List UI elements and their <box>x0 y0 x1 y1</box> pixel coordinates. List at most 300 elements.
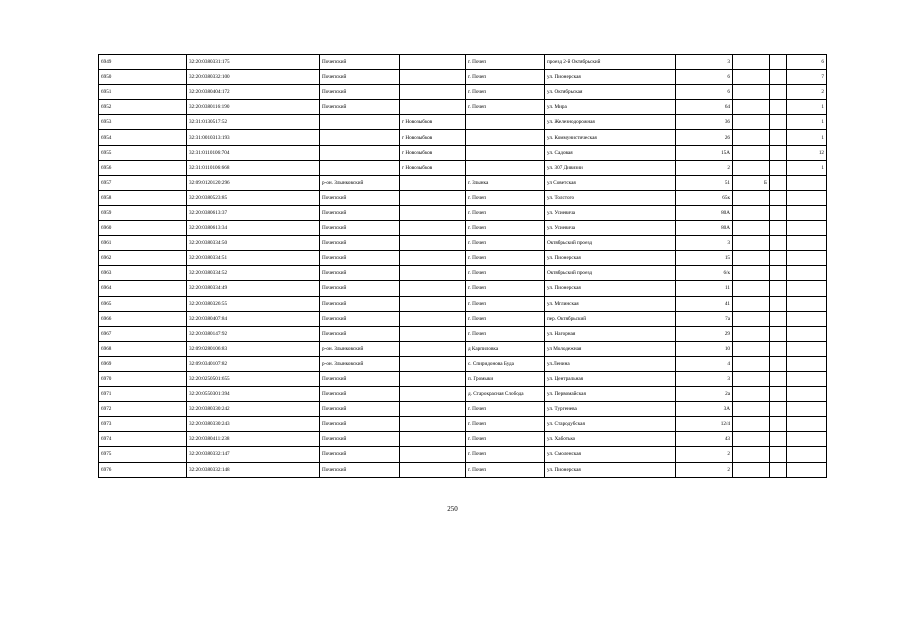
table-row <box>99 55 827 70</box>
row-number-cell: 6953 <box>99 115 187 130</box>
settlement-cell <box>466 130 545 145</box>
street-cell: ул Советская <box>545 175 676 190</box>
row-number-cell: 6961 <box>99 236 187 251</box>
cadastral-number-cell: 32:31:0130517:52 <box>187 115 320 130</box>
house-number-cell: 64 <box>676 100 733 115</box>
settlement-cell: г. Злынка <box>466 175 545 190</box>
table-row <box>99 251 827 266</box>
address-registry-table <box>98 54 827 478</box>
locality-cell <box>400 371 466 386</box>
street-cell: ул. Центральная <box>545 371 676 386</box>
table-row <box>99 417 827 432</box>
building-cell <box>733 85 770 100</box>
table-row <box>99 311 827 326</box>
unit-cell <box>770 160 787 175</box>
table-row <box>99 356 827 371</box>
unit-cell <box>770 100 787 115</box>
row-number-cell: 6962 <box>99 251 187 266</box>
building-cell <box>733 130 770 145</box>
building-cell <box>733 371 770 386</box>
street-cell: пер. Октябрьский <box>545 311 676 326</box>
building-cell <box>733 402 770 417</box>
settlement-cell: г. Почеп <box>466 402 545 417</box>
building-cell <box>733 281 770 296</box>
street-cell: ул. Пионерская <box>545 281 676 296</box>
unit-cell <box>770 70 787 85</box>
locality-cell <box>400 447 466 462</box>
settlement-cell: г. Почеп <box>466 251 545 266</box>
settlement-cell: г. Почеп <box>466 221 545 236</box>
apartment-cell: 1 <box>787 130 827 145</box>
page-number: 250 <box>447 505 458 513</box>
settlement-cell: г. Почеп <box>466 296 545 311</box>
unit-cell <box>770 356 787 371</box>
district-cell: Почепский <box>320 55 400 70</box>
cadastral-number-cell: 32:20:0550301:394 <box>187 387 320 402</box>
district-cell: Почепский <box>320 100 400 115</box>
row-number-cell: 6956 <box>99 160 187 175</box>
settlement-cell: г. Почеп <box>466 55 545 70</box>
apartment-cell <box>787 281 827 296</box>
apartment-cell <box>787 387 827 402</box>
row-number-cell: 6959 <box>99 205 187 220</box>
table-row <box>99 100 827 115</box>
district-cell: Почепский <box>320 266 400 281</box>
cadastral-number-cell: 32:20:0380332:100 <box>187 70 320 85</box>
apartment-cell <box>787 447 827 462</box>
unit-cell <box>770 462 787 477</box>
locality-cell <box>400 356 466 371</box>
apartment-cell <box>787 326 827 341</box>
settlement-cell: г. Почеп <box>466 205 545 220</box>
cadastral-number-cell: 32:20:0380407:84 <box>187 311 320 326</box>
locality-cell <box>400 417 466 432</box>
unit-cell <box>770 115 787 130</box>
district-cell <box>320 115 400 130</box>
house-number-cell: 3А <box>676 402 733 417</box>
house-number-cell: 11 <box>676 281 733 296</box>
apartment-cell <box>787 205 827 220</box>
locality-cell <box>400 190 466 205</box>
unit-cell <box>770 205 787 220</box>
district-cell: Почепский <box>320 190 400 205</box>
unit-cell <box>770 311 787 326</box>
cadastral-number-cell: 32:31:0010313:193 <box>187 130 320 145</box>
settlement-cell: г. Почеп <box>466 281 545 296</box>
locality-cell <box>400 85 466 100</box>
building-cell <box>733 100 770 115</box>
settlement-cell: г. Почеп <box>466 462 545 477</box>
street-cell: ул. Хаботько <box>545 432 676 447</box>
street-cell: ул. Пионерская <box>545 70 676 85</box>
row-number-cell: 6966 <box>99 311 187 326</box>
settlement-cell: п. Громыки <box>466 371 545 386</box>
row-number-cell: 6965 <box>99 296 187 311</box>
locality-cell <box>400 281 466 296</box>
building-cell <box>733 462 770 477</box>
settlement-cell: г. Почеп <box>466 447 545 462</box>
table-row <box>99 205 827 220</box>
building-cell <box>733 296 770 311</box>
cadastral-number-cell: 32:20:0380613:37 <box>187 205 320 220</box>
cadastral-number-cell: 32:20:0380613:34 <box>187 221 320 236</box>
apartment-cell <box>787 417 827 432</box>
table-row <box>99 326 827 341</box>
table-row <box>99 190 827 205</box>
cadastral-number-cell: 32:09:0280106:83 <box>187 341 320 356</box>
table-row <box>99 70 827 85</box>
row-number-cell: 6955 <box>99 145 187 160</box>
table-row <box>99 341 827 356</box>
row-number-cell: 6974 <box>99 432 187 447</box>
street-cell: ул. Мглинская <box>545 296 676 311</box>
row-number-cell: 6958 <box>99 190 187 205</box>
building-cell: Б <box>733 175 770 190</box>
cadastral-number-cell: 32:20:0380326:55 <box>187 296 320 311</box>
house-number-cell: 2 <box>676 462 733 477</box>
row-number-cell: 6971 <box>99 387 187 402</box>
row-number-cell: 6952 <box>99 100 187 115</box>
unit-cell <box>770 145 787 160</box>
locality-cell <box>400 326 466 341</box>
unit-cell <box>770 417 787 432</box>
street-cell: ул. Толстого <box>545 190 676 205</box>
unit-cell <box>770 251 787 266</box>
street-cell: ул. Нагорная <box>545 326 676 341</box>
unit-cell <box>770 371 787 386</box>
street-cell: ул. Мира <box>545 100 676 115</box>
unit-cell <box>770 175 787 190</box>
table-row <box>99 236 827 251</box>
settlement-cell: г. Почеп <box>466 236 545 251</box>
unit-cell <box>770 402 787 417</box>
street-cell: ул. 307 Дивизии <box>545 160 676 175</box>
row-number-cell: 6967 <box>99 326 187 341</box>
locality-cell <box>400 311 466 326</box>
settlement-cell <box>466 160 545 175</box>
street-cell: ул. Садовая <box>545 145 676 160</box>
house-number-cell: 41 <box>676 296 733 311</box>
apartment-cell <box>787 175 827 190</box>
street-cell: ул. Первомайская <box>545 387 676 402</box>
house-number-cell: 15А <box>676 145 733 160</box>
settlement-cell: г. Почеп <box>466 311 545 326</box>
apartment-cell <box>787 221 827 236</box>
unit-cell <box>770 266 787 281</box>
building-cell <box>733 266 770 281</box>
table-row <box>99 130 827 145</box>
settlement-cell: г. Почеп <box>466 85 545 100</box>
cadastral-number-cell: 32:31:0110106:668 <box>187 160 320 175</box>
building-cell <box>733 356 770 371</box>
district-cell <box>320 160 400 175</box>
house-number-cell: 26 <box>676 130 733 145</box>
street-cell: ул. Тургенева <box>545 402 676 417</box>
house-number-cell: 12/4 <box>676 417 733 432</box>
building-cell <box>733 70 770 85</box>
district-cell: Почепский <box>320 85 400 100</box>
cadastral-number-cell: 32:20:0380331:175 <box>187 55 320 70</box>
district-cell: Почепский <box>320 447 400 462</box>
district-cell: Почепский <box>320 281 400 296</box>
district-cell: р-он. Злынковский <box>320 341 400 356</box>
cadastral-number-cell: 32:20:0380334:52 <box>187 266 320 281</box>
table-row <box>99 85 827 100</box>
unit-cell <box>770 85 787 100</box>
apartment-cell <box>787 251 827 266</box>
street-cell: ул Молодежная <box>545 341 676 356</box>
settlement-cell: г. Почеп <box>466 432 545 447</box>
row-number-cell: 6963 <box>99 266 187 281</box>
settlement-cell: с. Спиридонова Буда <box>466 356 545 371</box>
row-number-cell: 6960 <box>99 221 187 236</box>
row-number-cell: 6964 <box>99 281 187 296</box>
unit-cell <box>770 130 787 145</box>
cadastral-number-cell: 32:09:0340107:82 <box>187 356 320 371</box>
table-row <box>99 160 827 175</box>
unit-cell <box>770 55 787 70</box>
building-cell <box>733 55 770 70</box>
settlement-cell: г. Почеп <box>466 266 545 281</box>
unit-cell <box>770 296 787 311</box>
table-row <box>99 447 827 462</box>
district-cell: Почепский <box>320 417 400 432</box>
building-cell <box>733 236 770 251</box>
district-cell: Почепский <box>320 311 400 326</box>
street-cell: ул. Смоленская <box>545 447 676 462</box>
locality-cell <box>400 70 466 85</box>
apartment-cell <box>787 266 827 281</box>
cadastral-number-cell: 32:20:0380116:190 <box>187 100 320 115</box>
building-cell <box>733 341 770 356</box>
settlement-cell: г. Почеп <box>466 190 545 205</box>
building-cell <box>733 205 770 220</box>
house-number-cell: 36 <box>676 115 733 130</box>
building-cell <box>733 387 770 402</box>
cadastral-number-cell: 32:31:0110106:704 <box>187 145 320 160</box>
cadastral-number-cell: 32:20:0380330:243 <box>187 417 320 432</box>
settlement-cell: г. Почеп <box>466 417 545 432</box>
street-cell: ул. Коммунистическая <box>545 130 676 145</box>
building-cell <box>733 115 770 130</box>
apartment-cell: 1 <box>787 160 827 175</box>
cadastral-number-cell: 32:20:0380334:50 <box>187 236 320 251</box>
house-number-cell: 3 <box>676 55 733 70</box>
house-number-cell: 6 <box>676 70 733 85</box>
house-number-cell: 29 <box>676 326 733 341</box>
building-cell <box>733 447 770 462</box>
apartment-cell <box>787 236 827 251</box>
district-cell: Почепский <box>320 432 400 447</box>
table-row <box>99 266 827 281</box>
street-cell: ул. Пионерская <box>545 251 676 266</box>
locality-cell <box>400 221 466 236</box>
locality-cell <box>400 387 466 402</box>
table-row <box>99 221 827 236</box>
house-number-cell: 43 <box>676 432 733 447</box>
district-cell <box>320 130 400 145</box>
building-cell <box>733 221 770 236</box>
house-number-cell: 2а <box>676 387 733 402</box>
locality-cell <box>400 251 466 266</box>
house-number-cell: 7а <box>676 311 733 326</box>
apartment-cell: 12 <box>787 145 827 160</box>
apartment-cell <box>787 356 827 371</box>
street-cell: ул.Ленина <box>545 356 676 371</box>
row-number-cell: 6957 <box>99 175 187 190</box>
row-number-cell: 6973 <box>99 417 187 432</box>
locality-cell <box>400 236 466 251</box>
building-cell <box>733 432 770 447</box>
apartment-cell: 6 <box>787 55 827 70</box>
unit-cell <box>770 236 787 251</box>
locality-cell: г Новозыбков <box>400 160 466 175</box>
apartment-cell <box>787 190 827 205</box>
building-cell <box>733 417 770 432</box>
district-cell: Почепский <box>320 296 400 311</box>
table-row <box>99 175 827 190</box>
district-cell <box>320 145 400 160</box>
locality-cell <box>400 175 466 190</box>
district-cell: Почепский <box>320 70 400 85</box>
locality-cell <box>400 55 466 70</box>
cadastral-number-cell: 32:20:0380330:242 <box>187 402 320 417</box>
locality-cell <box>400 266 466 281</box>
house-number-cell: 51 <box>676 175 733 190</box>
house-number-cell: 10 <box>676 341 733 356</box>
settlement-cell: д. Старокрасная Слобода <box>466 387 545 402</box>
unit-cell <box>770 432 787 447</box>
apartment-cell <box>787 371 827 386</box>
unit-cell <box>770 221 787 236</box>
street-cell: ул. Железнодорожная <box>545 115 676 130</box>
row-number-cell: 6968 <box>99 341 187 356</box>
apartment-cell <box>787 432 827 447</box>
locality-cell <box>400 100 466 115</box>
unit-cell <box>770 190 787 205</box>
house-number-cell: 3 <box>676 371 733 386</box>
unit-cell <box>770 281 787 296</box>
building-cell <box>733 145 770 160</box>
apartment-cell: 2 <box>787 85 827 100</box>
street-cell: ул. Стародубская <box>545 417 676 432</box>
registry-sheet <box>98 54 827 478</box>
settlement-cell: г. Почеп <box>466 326 545 341</box>
locality-cell: г Новозыбков <box>400 130 466 145</box>
apartment-cell <box>787 402 827 417</box>
district-cell: Почепский <box>320 251 400 266</box>
row-number-cell: 6969 <box>99 356 187 371</box>
district-cell: Почепский <box>320 221 400 236</box>
table-row <box>99 387 827 402</box>
cadastral-number-cell: 32:20:0250501:655 <box>187 371 320 386</box>
cadastral-number-cell: 32:09:0120120:296 <box>187 175 320 190</box>
table-row <box>99 402 827 417</box>
district-cell: Почепский <box>320 387 400 402</box>
street-cell: ул. Октябрьская <box>545 85 676 100</box>
district-cell: Почепский <box>320 236 400 251</box>
settlement-cell: г. Почеп <box>466 70 545 85</box>
row-number-cell: 6975 <box>99 447 187 462</box>
settlement-cell: г. Почеп <box>466 100 545 115</box>
row-number-cell: 6970 <box>99 371 187 386</box>
street-cell: проезд 2-й Октябрьский <box>545 55 676 70</box>
row-number-cell: 6976 <box>99 462 187 477</box>
row-number-cell: 6951 <box>99 85 187 100</box>
building-cell <box>733 326 770 341</box>
district-cell: Почепский <box>320 326 400 341</box>
registry-body <box>99 55 827 478</box>
unit-cell <box>770 387 787 402</box>
locality-cell <box>400 462 466 477</box>
district-cell: Почепский <box>320 371 400 386</box>
district-cell: Почепский <box>320 402 400 417</box>
apartment-cell <box>787 311 827 326</box>
street-cell: Октябрьский проезд <box>545 236 676 251</box>
apartment-cell <box>787 296 827 311</box>
table-row <box>99 432 827 447</box>
house-number-cell: 4 <box>676 356 733 371</box>
unit-cell <box>770 447 787 462</box>
building-cell <box>733 251 770 266</box>
cadastral-number-cell: 32:20:0380523:85 <box>187 190 320 205</box>
table-row <box>99 296 827 311</box>
table-row <box>99 145 827 160</box>
unit-cell <box>770 341 787 356</box>
apartment-cell <box>787 341 827 356</box>
apartment-cell: 1 <box>787 100 827 115</box>
house-number-cell: 6/к <box>676 266 733 281</box>
building-cell <box>733 311 770 326</box>
street-cell: ул. Усиевича <box>545 205 676 220</box>
locality-cell <box>400 296 466 311</box>
row-number-cell: 6950 <box>99 70 187 85</box>
street-cell: Октябрьский проезд <box>545 266 676 281</box>
district-cell: р-он. Злынковский <box>320 356 400 371</box>
house-number-cell: 65к <box>676 190 733 205</box>
table-row <box>99 462 827 477</box>
building-cell <box>733 160 770 175</box>
settlement-cell <box>466 115 545 130</box>
apartment-cell: 7 <box>787 70 827 85</box>
row-number-cell: 6972 <box>99 402 187 417</box>
district-cell: р-он. Злынковский <box>320 175 400 190</box>
cadastral-number-cell: 32:20:0380334:49 <box>187 281 320 296</box>
row-number-cell: 6949 <box>99 55 187 70</box>
locality-cell: г Новозыбков <box>400 145 466 160</box>
locality-cell: г Новозыбков <box>400 115 466 130</box>
house-number-cell: 2 <box>676 160 733 175</box>
district-cell: Почепский <box>320 205 400 220</box>
cadastral-number-cell: 32:20:0380334:51 <box>187 251 320 266</box>
street-cell: ул. Пионерская <box>545 462 676 477</box>
cadastral-number-cell: 32:20:0380332:148 <box>187 462 320 477</box>
locality-cell <box>400 341 466 356</box>
house-number-cell: 15 <box>676 251 733 266</box>
settlement-cell <box>466 145 545 160</box>
street-cell: ул. Усиевича <box>545 221 676 236</box>
apartment-cell <box>787 462 827 477</box>
cadastral-number-cell: 32:20:0380411:238 <box>187 432 320 447</box>
table-row <box>99 115 827 130</box>
locality-cell <box>400 402 466 417</box>
table-row <box>99 371 827 386</box>
locality-cell <box>400 432 466 447</box>
apartment-cell: 1 <box>787 115 827 130</box>
cadastral-number-cell: 32:20:0380404:172 <box>187 85 320 100</box>
house-number-cell: 80А <box>676 205 733 220</box>
cadastral-number-cell: 32:20:0380332:147 <box>187 447 320 462</box>
